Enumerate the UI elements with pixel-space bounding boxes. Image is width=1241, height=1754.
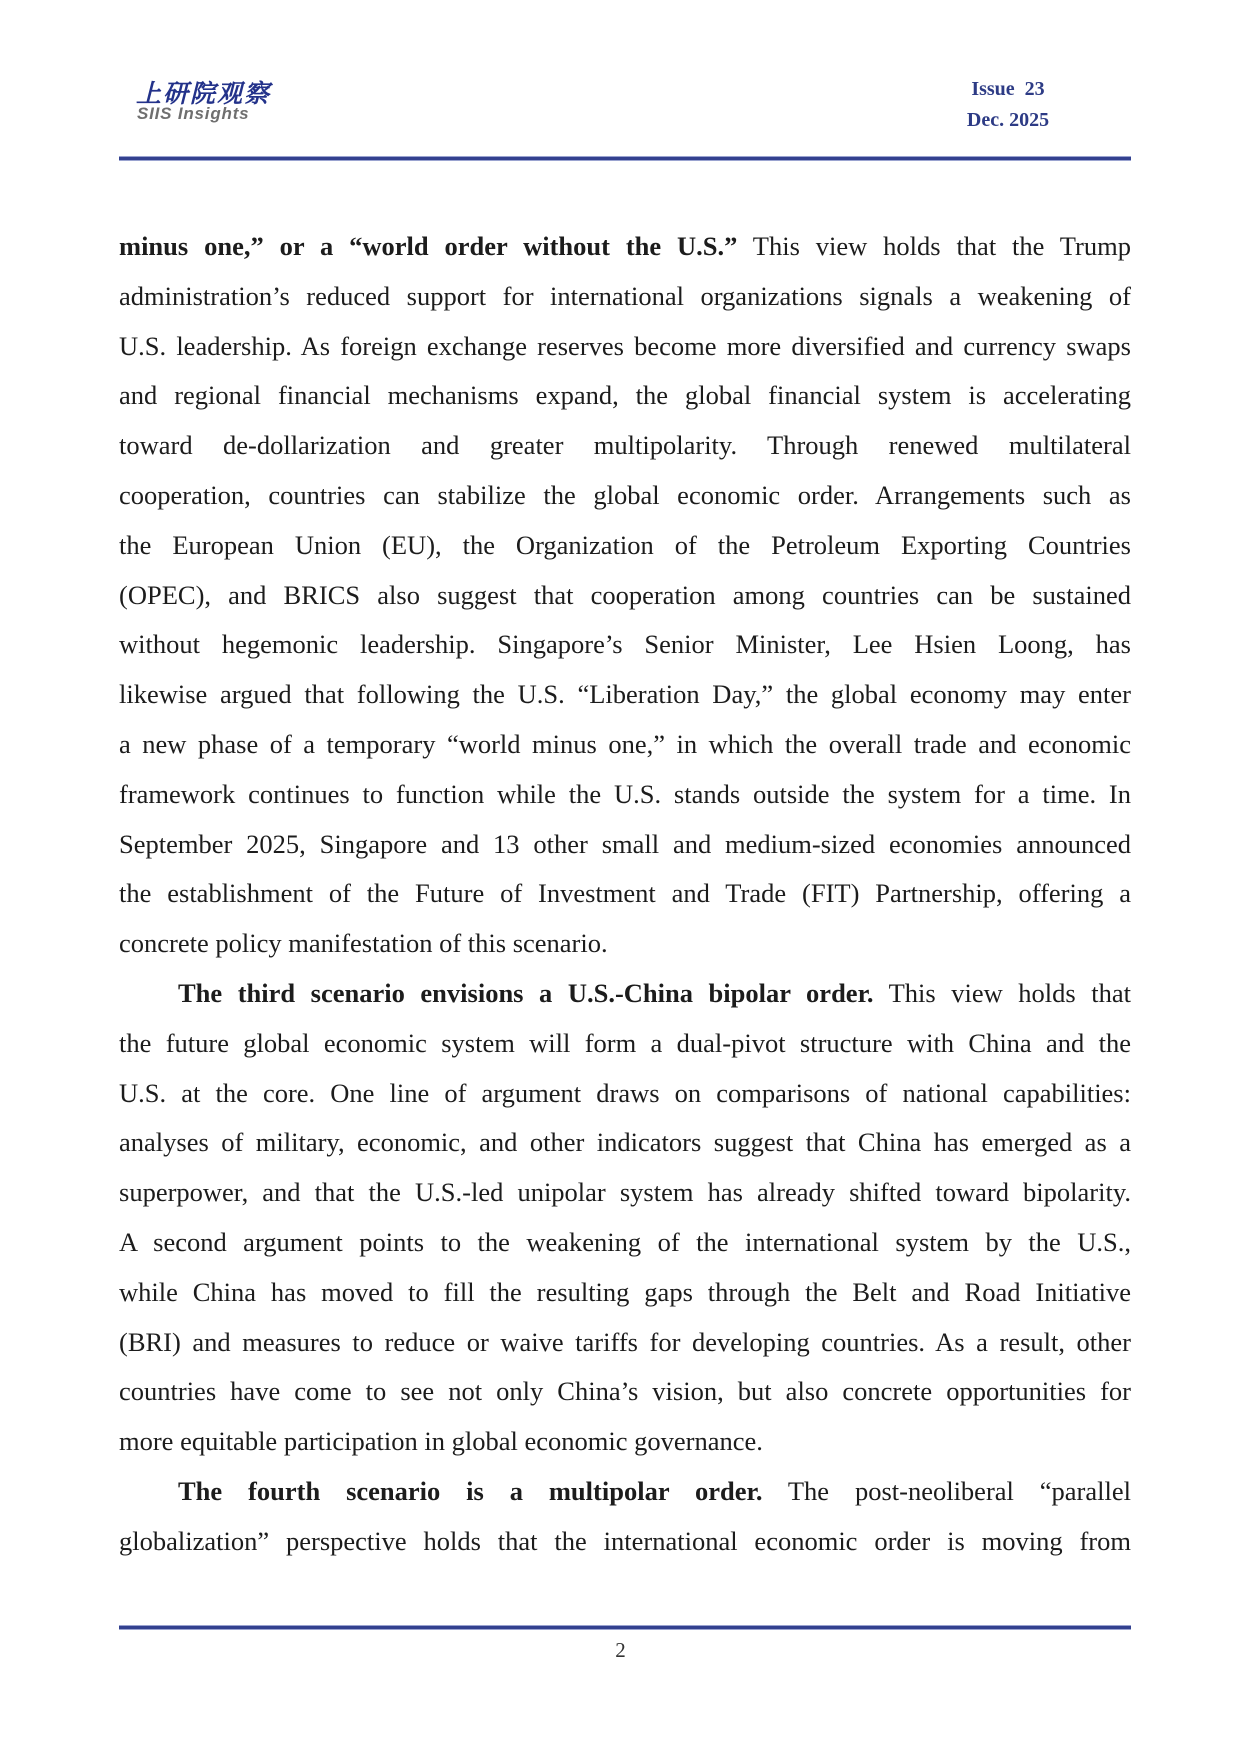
paragraph [119,222,1131,969]
logo-chinese: 上研院观察 [136,79,272,108]
footer-divider [119,1626,1131,1629]
text-line: The fourth scenario is a multipolar order. The post-neoliberal “parallel [178,1475,1131,1506]
text-line: U.S. leadership. As foreign exchange reserves become more diversified and currency swaps [119,330,1131,361]
text-line: cooperation, countries can stabilize the global economic order. Arrangements such as [119,479,1131,510]
text-line: framework continues to function while the U.S. stands outside the system for a time. In [119,778,1131,809]
text-line: A second argument points to the weakening of the international system by the U.S., [119,1226,1131,1257]
text-line: administration’s reduced support for international organizations signals a weakening of [119,280,1131,311]
text-line: and regional financial mechanisms expand, the global financial system is accelerating [119,380,1131,411]
text-line: countries have come to see not only China’s vision, but also concrete opportunities for [119,1376,1131,1407]
page-number: 2 [615,1638,626,1662]
text-line: a new phase of a temporary “world minus one,” in which the overall trade and economic [119,728,1131,759]
bold-lead: The fourth scenario is a multipolar order. [178,1475,763,1506]
bold-lead: The third scenario envisions a U.S.-China bipolar order. [178,977,874,1008]
logo-english: SIIS Insights [137,104,250,123]
text-line: (BRI) and measures to reduce or waive tariffs for developing countries. As a result, other [119,1326,1131,1357]
text-line: toward de-dollarization and greater multipolarity. Through renewed multilateral [119,430,1131,461]
issue-info [928,74,1088,136]
paragraph [119,1467,1131,1567]
text-line: The third scenario envisions a U.S.-China bipolar order. This view holds that [178,977,1131,1008]
text-line: September 2025, Singapore and 13 other small and medium-sized economies announced [119,828,1131,859]
text-line: the future global economic system will form a dual-pivot structure with China and the [119,1027,1131,1058]
text-line: minus one,” or a “world order without the U.S.” This view holds that the Trump [119,231,1131,261]
text-line: U.S. at the core. One line of argument draws on comparisons of national capabilities: [119,1077,1131,1108]
text-line: more equitable participation in global economic governance. [119,1426,763,1457]
issue-number: Issue 23 [971,78,1045,100]
body-text [119,222,1131,1567]
text-line: the establishment of the Future of Investment and Trade (FIT) Partnership, offering a [119,878,1131,909]
text-line: analyses of military, economic, and other indicators suggest that China has emerged as a [119,1127,1131,1158]
text-line: the European Union (EU), the Organization of the Petroleum Exporting Countries [119,529,1131,560]
text-line: while China has moved to fill the resulting gaps through the Belt and Road Initiative [119,1276,1131,1307]
text-line: likewise argued that following the U.S. “Liberation Day,” the global economy may enter [119,679,1131,710]
text-line: without hegemonic leadership. Singapore’s Senior Minister, Lee Hsien Loong, has [119,629,1131,660]
text-line: superpower, and that the U.S.-led unipolar system has already shifted toward bipolarity. [119,1177,1131,1208]
text-line: concrete policy manifestation of this scenario. [119,928,608,959]
text-line: globalization” perspective holds that the international economic order is moving from [119,1525,1131,1556]
issue-date: Dec. 2025 [966,109,1050,131]
paragraph [119,969,1131,1467]
text-line: (OPEC), and BRICS also suggest that cooperation among countries can be sustained [119,579,1131,610]
bold-lead: minus one,” or a “world order without the U.S.” [119,231,738,261]
header-divider [119,157,1131,160]
